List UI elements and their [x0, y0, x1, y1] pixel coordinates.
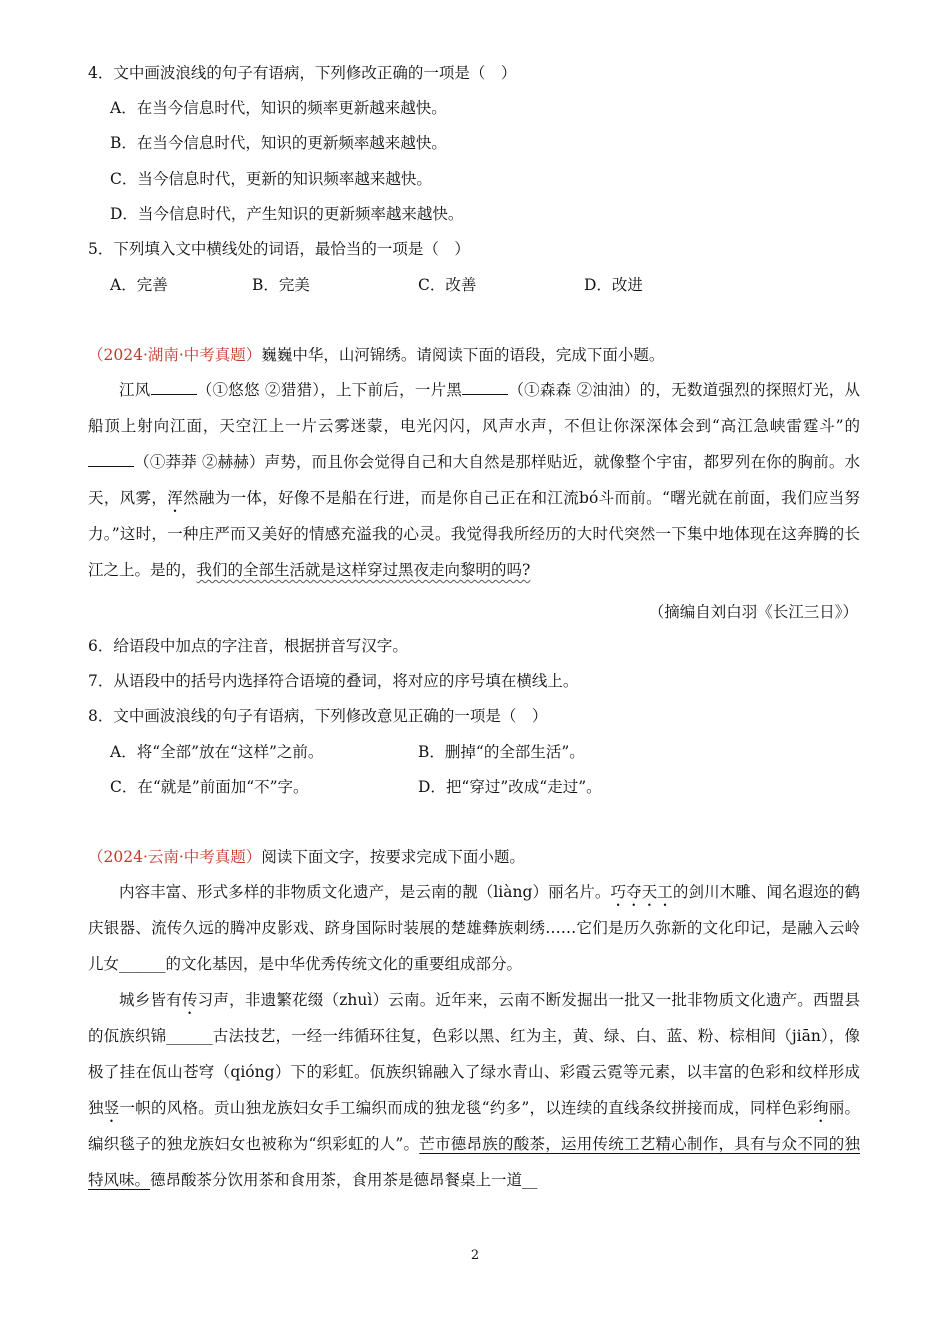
hunan-text-3: （①森森 ②油油）的，无数道强烈的探照灯光，从船顶上射向江面，天空江上一片云雾迷蒙，电光闪闪，风声水声，不但让你深深体会到“高江急峡雷霆斗”的 — [88, 381, 860, 435]
yunnan-text-7: 德昂酸茶分饮用茶和食用茶，食用茶是德昂餐桌上一道__ — [150, 1171, 538, 1189]
yunnan-header — [88, 846, 525, 868]
q8-option-a: A．将“全部”放在“这样”之前。 — [110, 743, 324, 761]
q5-option-d: D．改进 — [584, 276, 643, 294]
hunan-paragraph — [88, 372, 860, 588]
q7-stem: 7．从语段中的括号内选择符合语境的叠词，将对应的序号填在横线上。 — [88, 672, 579, 690]
q8-option-c: C．在“就是”前面加“不”字。 — [110, 778, 309, 796]
q6-stem: 6．给语段中加点的字注音，根据拼音写汉字。 — [88, 637, 408, 655]
yunnan-text-6: 丽。编织毯子的独龙族妇女也被称为“织彩虹的人”。 — [88, 1099, 860, 1153]
blank-3 — [88, 452, 134, 467]
blank-1 — [151, 380, 197, 395]
dotted-chars: 巧夺天工 — [610, 883, 673, 901]
yunnan-text-5: 一帜的风格。贡山独龙族妇女手工编织而成的独龙毯“约多”，以连续的直线条纹拼接而成，同样色彩 — [119, 1099, 813, 1117]
hunan-header — [88, 344, 664, 366]
hunan-passage — [88, 372, 860, 588]
yunnan-passage — [88, 874, 860, 1198]
hunan-intro: 巍巍中华，山河锦绣。请阅读下面的语段，完成下面小题。 — [261, 346, 665, 364]
wavy-sentence: 我们的全部生活就是这样穿过黑夜走向黎明的吗? — [196, 561, 531, 579]
q8-option-d: D．把“穿过”改成“走过”。 — [418, 778, 602, 796]
q8-stem: 8．文中画波浪线的句子有语病，下列修改意见正确的一项是（ ） — [88, 707, 548, 725]
yunnan-text-2: 的剑川木雕、闻名遐迩的鹤庆银器、流传久远的腾冲皮影戏、跻身国际时装展的楚雄彝族刺绣……它们是历久弥新的文化印记，是融入云岭儿女______的文化基因，是中华优秀传统文化的重要组成部分。 — [88, 883, 860, 973]
q5-options — [110, 274, 643, 296]
underlined-sentence: 芒市德昂族的酸茶，运用传统工艺精心制作，具有与众不同的独特风味。 — [88, 1135, 860, 1189]
yunnan-text-3: 城乡皆有 — [119, 991, 182, 1009]
yunnan-source-tag: （2024·云南·中考真题） — [88, 848, 262, 866]
q5-option-c: C．改善 — [418, 276, 477, 294]
q4-option-b: B．在当今信息时代，知识的更新频率越来越快。 — [110, 134, 447, 152]
hunan-source-tag: （2024·湖南·中考真题） — [88, 346, 262, 364]
dotted-char-1: 传 — [181, 991, 198, 1009]
hunan-text-4: （①莽莽 ②赫赫）声势，而且你会觉得自己和大自然是那样贴近，就像整个宇宙，都罗列在你的胸前。水天，风雾， — [88, 453, 860, 507]
dotted-char: 浑 — [167, 489, 184, 507]
dotted-char-2: 竖 — [103, 1099, 120, 1117]
yunnan-text-1: 内容丰富、形式多样的非物质文化遗产，是云南的靓（liàng）丽名片。 — [119, 883, 611, 901]
blank-2 — [462, 380, 508, 395]
dotted-char-3: 绚 — [812, 1099, 829, 1117]
yunnan-paragraph-2 — [88, 982, 860, 1198]
yunnan-paragraph-1 — [88, 874, 860, 982]
q5-stem: 5．下列填入文中横线处的词语，最恰当的一项是（ ） — [88, 240, 470, 258]
hunan-attribution: （摘编自刘白羽《长江三日》） — [648, 603, 858, 621]
q8-options-row-2 — [110, 776, 602, 798]
yunnan-text-4: 习声，非遗繁花缀（zhuì）云南。近年来，云南不断发掘出一批又一批非物质文化遗产。西盟县的佤族织锦______古法技艺，一经一纬循环往复，色彩以黑、红为主，黄、绿、白、蓝、粉、棕相间（jiān），像极了挂在佤山苍穹（qióng）下的彩虹。佤族织锦融入了绿水青山、彩霞云霓等元素，以丰富的色彩和纹样形成独 — [88, 991, 860, 1117]
q8-option-b: B．删掉“的全部生活”。 — [418, 743, 585, 761]
hunan-text-1: 江风 — [119, 381, 151, 399]
q4-option-c: C．当今信息时代，更新的知识频率越来越快。 — [110, 170, 432, 188]
hunan-text-5: 然融为一体，好像不是船在行进，而是你自己正在和江流bó斗而前。“曙光就在前面，我们应当努力。”这时，一种庄严而又美好的情感充溢我的心灵。我觉得我所经历的大时代突然一下集中地体现在这奔腾的长江之上。是的， — [88, 489, 860, 579]
q8-options-row-1 — [110, 741, 585, 763]
q4-option-d: D．当今信息时代，产生知识的更新频率越来越快。 — [110, 205, 464, 223]
q5-option-a: A．完善 — [110, 276, 168, 294]
q4-stem: 4．文中画波浪线的句子有语病，下列修改正确的一项是（ ） — [88, 64, 517, 82]
page-number: 2 — [470, 1248, 480, 1263]
q4-option-a: A．在当今信息时代，知识的频率更新越来越快。 — [110, 99, 447, 117]
hunan-text-2: （①悠悠 ②猎猎），上下前后，一片黑 — [196, 381, 463, 399]
q5-option-b: B．完美 — [252, 276, 310, 294]
yunnan-intro: 阅读下面文字，按要求完成下面小题。 — [261, 848, 525, 866]
